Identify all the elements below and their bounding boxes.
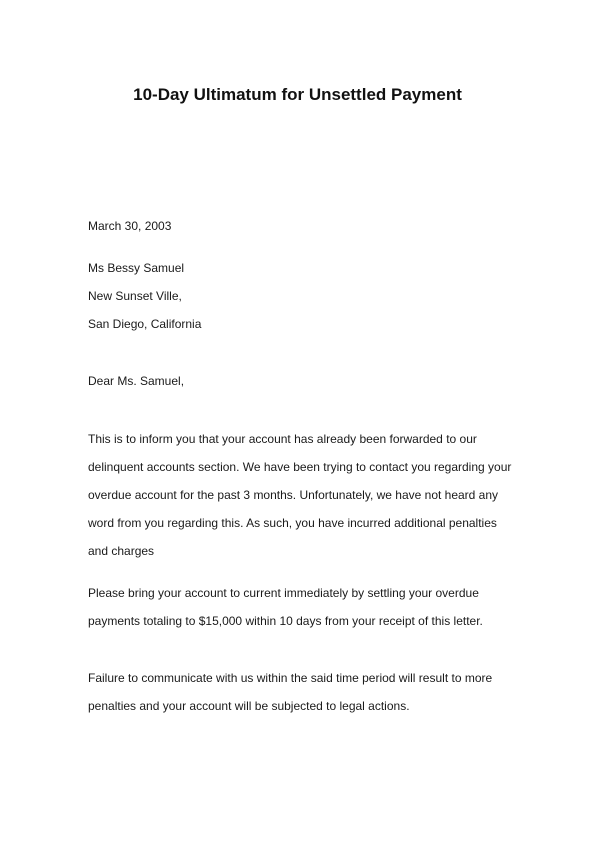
paragraph-line: overdue account for the past 3 months. Unfortunately, we have not heard any — [88, 488, 499, 502]
paragraph-line: Failure to communicate with us within the said time period will result to more — [88, 671, 493, 685]
recipient-address-line2: San Diego, California — [88, 317, 202, 331]
recipient-address-line1: New Sunset Ville, — [88, 289, 182, 303]
recipient-name: Ms Bessy Samuel — [88, 261, 185, 275]
paragraph-line: Please bring your account to current immediately by settling your overdue — [88, 586, 479, 600]
paragraph-line: delinquent accounts section. We have been trying to contact you regarding your — [88, 460, 512, 474]
document-title: 10-Day Ultimatum for Unsettled Payment — [133, 85, 462, 104]
salutation: Dear Ms. Samuel, — [88, 374, 185, 388]
letter-date: March 30, 2003 — [88, 219, 172, 233]
paragraph-line: and charges — [88, 544, 155, 558]
paragraph-line: penalties and your account will be subjected to legal actions. — [88, 699, 410, 713]
paragraph-line: word from you regarding this. As such, you have incurred additional penalties — [88, 516, 497, 530]
paragraph-line: This is to inform you that your account has already been forwarded to our — [88, 432, 477, 446]
paragraph-line: payments totaling to $15,000 within 10 days from your receipt of this letter. — [88, 614, 483, 628]
